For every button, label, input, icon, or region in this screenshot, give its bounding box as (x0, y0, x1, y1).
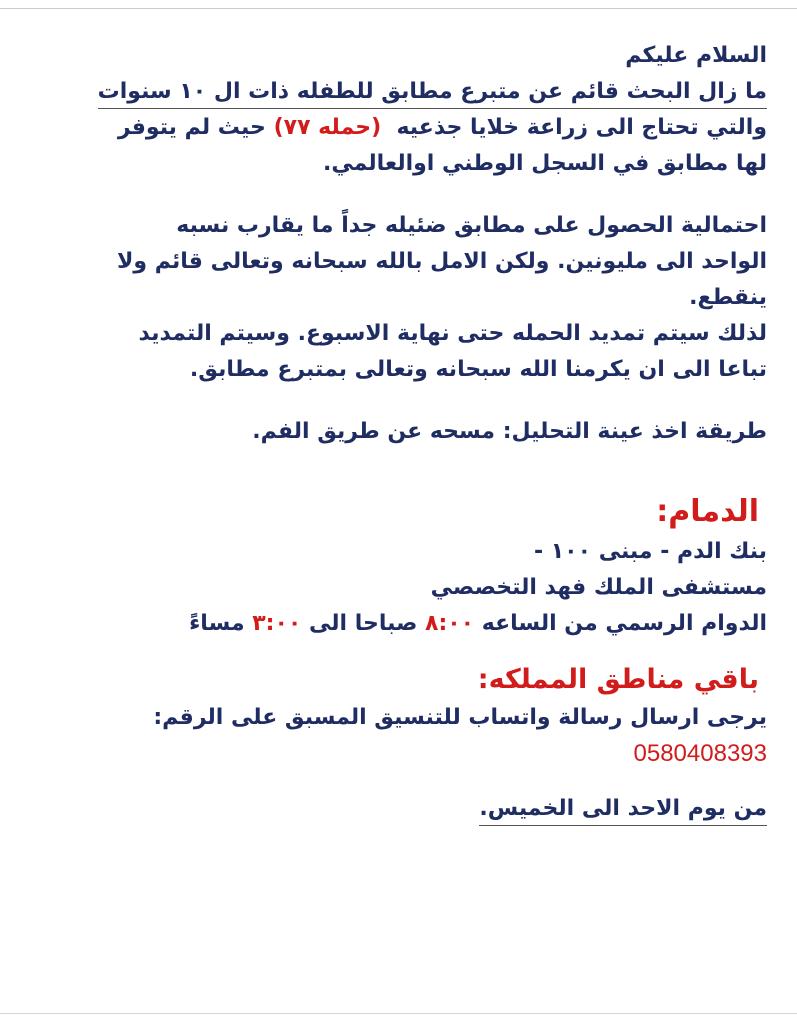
probability-line-3: ينقطع. (689, 285, 767, 310)
page-bottom-border (0, 1013, 797, 1014)
intro-line-2 (20, 110, 767, 146)
dammam-location-2: مستشفى الملك فهد التخصصي (430, 575, 767, 600)
intro-line-2-end: حيث لم يتوفر (117, 115, 266, 140)
document-page (20, 38, 767, 1004)
probability-line-1: احتمالية الحصول على مطابق ضئيله جداً ما يقارب نسبه (176, 213, 767, 238)
probability-line-2: الواحد الى مليونين. ولكن الامل بالله سبحانه وتعالى قائم ولا (117, 249, 767, 274)
dammam-heading: الدمام: (656, 494, 759, 529)
greeting: السلام عليكم (625, 43, 767, 68)
sample-method: طريقة اخذ عينة التحليل: مسحه عن طريق الفم. (252, 419, 767, 444)
end-time: ٣:٠٠ (252, 611, 302, 636)
whatsapp-instruction: يرجى ارسال رسالة واتساب للتنسيق المسبق على الرقم: (153, 705, 767, 730)
intro-line-1 (20, 74, 767, 110)
working-days (20, 791, 767, 827)
extension-line-2: تباعا الى ان يكرمنا الله سبحانه وتعالى بمتبرع مطابق. (189, 357, 767, 382)
intro-line-2-start: والتي تحتاج الى زراعة خلايا جذعيه (396, 115, 767, 140)
other-regions-heading: باقي مناطق المملكه: (477, 664, 759, 695)
campaign-number: (حمله ٧٧) (273, 115, 382, 140)
intro-line-3: لها مطابق في السجل الوطني اوالعالمي. (323, 151, 767, 176)
dammam-hours (20, 606, 767, 642)
hours-prefix: الدوام الرسمي من الساعه (481, 611, 767, 636)
working-days-text: من يوم الاحد الى الخميس. (479, 793, 767, 826)
hours-middle: صباحا الى (309, 611, 418, 636)
page-top-border (0, 8, 797, 9)
extension-line-1: لذلك سيتم تمديد الحمله حتى نهاية الاسبوع. وسيتم التمديد (138, 321, 767, 346)
phone-line (20, 736, 767, 773)
phone-number[interactable]: 0580408393 (633, 740, 767, 767)
hours-suffix: مساءً (189, 611, 245, 636)
start-time: ٨:٠٠ (425, 611, 475, 636)
intro-line-1-text: ما زال البحث قائم عن متبرع مطابق للطفله ذات ال ١٠ سنوات (98, 76, 767, 109)
dammam-location-1: بنك الدم - مبنى ١٠٠ - (533, 539, 767, 564)
